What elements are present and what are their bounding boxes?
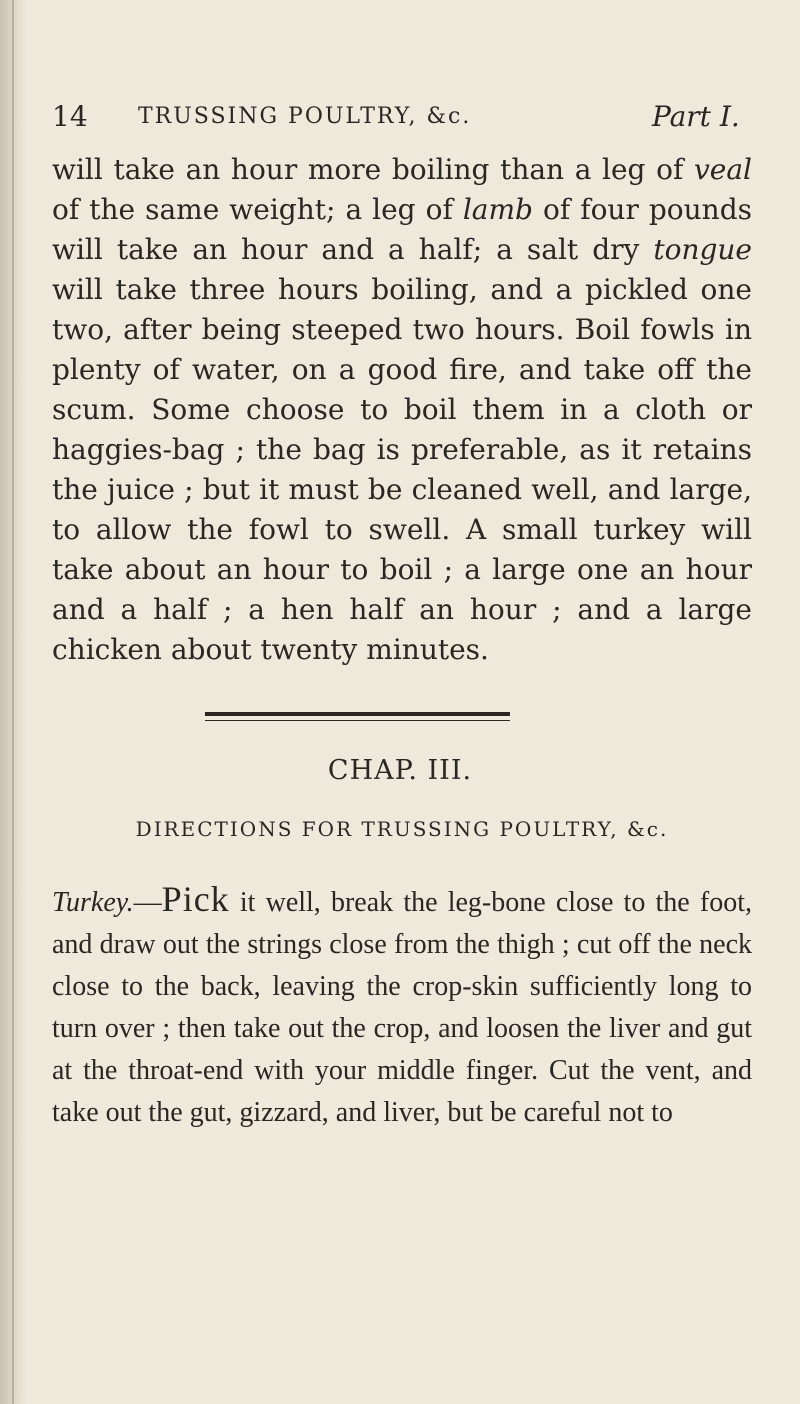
binding-gutter	[0, 0, 28, 1404]
entry-first-word: Pick	[161, 879, 230, 919]
body-italic-veal: veal	[693, 153, 752, 186]
body-italic-tongue: tongue	[653, 233, 752, 266]
body-text-4: will take three hours boiling, and a pickled one two, after being steeped two hours. Boil fowls in plenty of water, on a good fire, and take off the scum. Some choose to boil them in a cloth or haggies-bag ; the bag is preferable, as it retains the juice ; but it must be cleaned well, and large, to allow the fowl to swell. A small turkey will take about an hour to boil ; a large one an hour and a half ; a hen half an hour ; and a large chicken about twenty minutes.	[52, 273, 752, 666]
body-text-2: of the same weight; a leg of	[52, 193, 463, 226]
page-number: 14	[52, 100, 88, 133]
entry-term: Turkey.	[52, 887, 134, 918]
gutter-line	[12, 0, 14, 1404]
body-text-1: will take an hour more boiling than a leg of	[52, 153, 694, 186]
turkey-entry	[52, 878, 752, 1134]
entry-text: it well, break the leg-bone close to the foot, and draw out the strings close from the thigh ; cut off the neck close to the back, leaving the crop-skin sufficiently long to turn over ; then take out the crop, and loosen the liver and gut at the throat-end with your middle finger. Cut the vent, and take out the gut, gizzard, and liver, but be careful not to	[52, 887, 752, 1128]
chapter-rule-thick	[205, 712, 510, 716]
part-label: Part I.	[652, 100, 740, 133]
entry-dash: —	[133, 887, 162, 918]
body-paragraph	[52, 150, 752, 670]
running-head	[52, 100, 752, 140]
chapter-rule-thin	[205, 720, 510, 721]
running-title: TRUSSING POULTRY, &c.	[138, 104, 472, 129]
chapter-title: CHAP. III.	[327, 755, 473, 786]
body-text-3: of four pounds will take an hour and a half; a salt dry	[52, 193, 753, 266]
section-title: DIRECTIONS FOR TRUSSING POULTRY, &c.	[135, 817, 669, 841]
body-italic-lamb: lamb	[462, 193, 533, 226]
